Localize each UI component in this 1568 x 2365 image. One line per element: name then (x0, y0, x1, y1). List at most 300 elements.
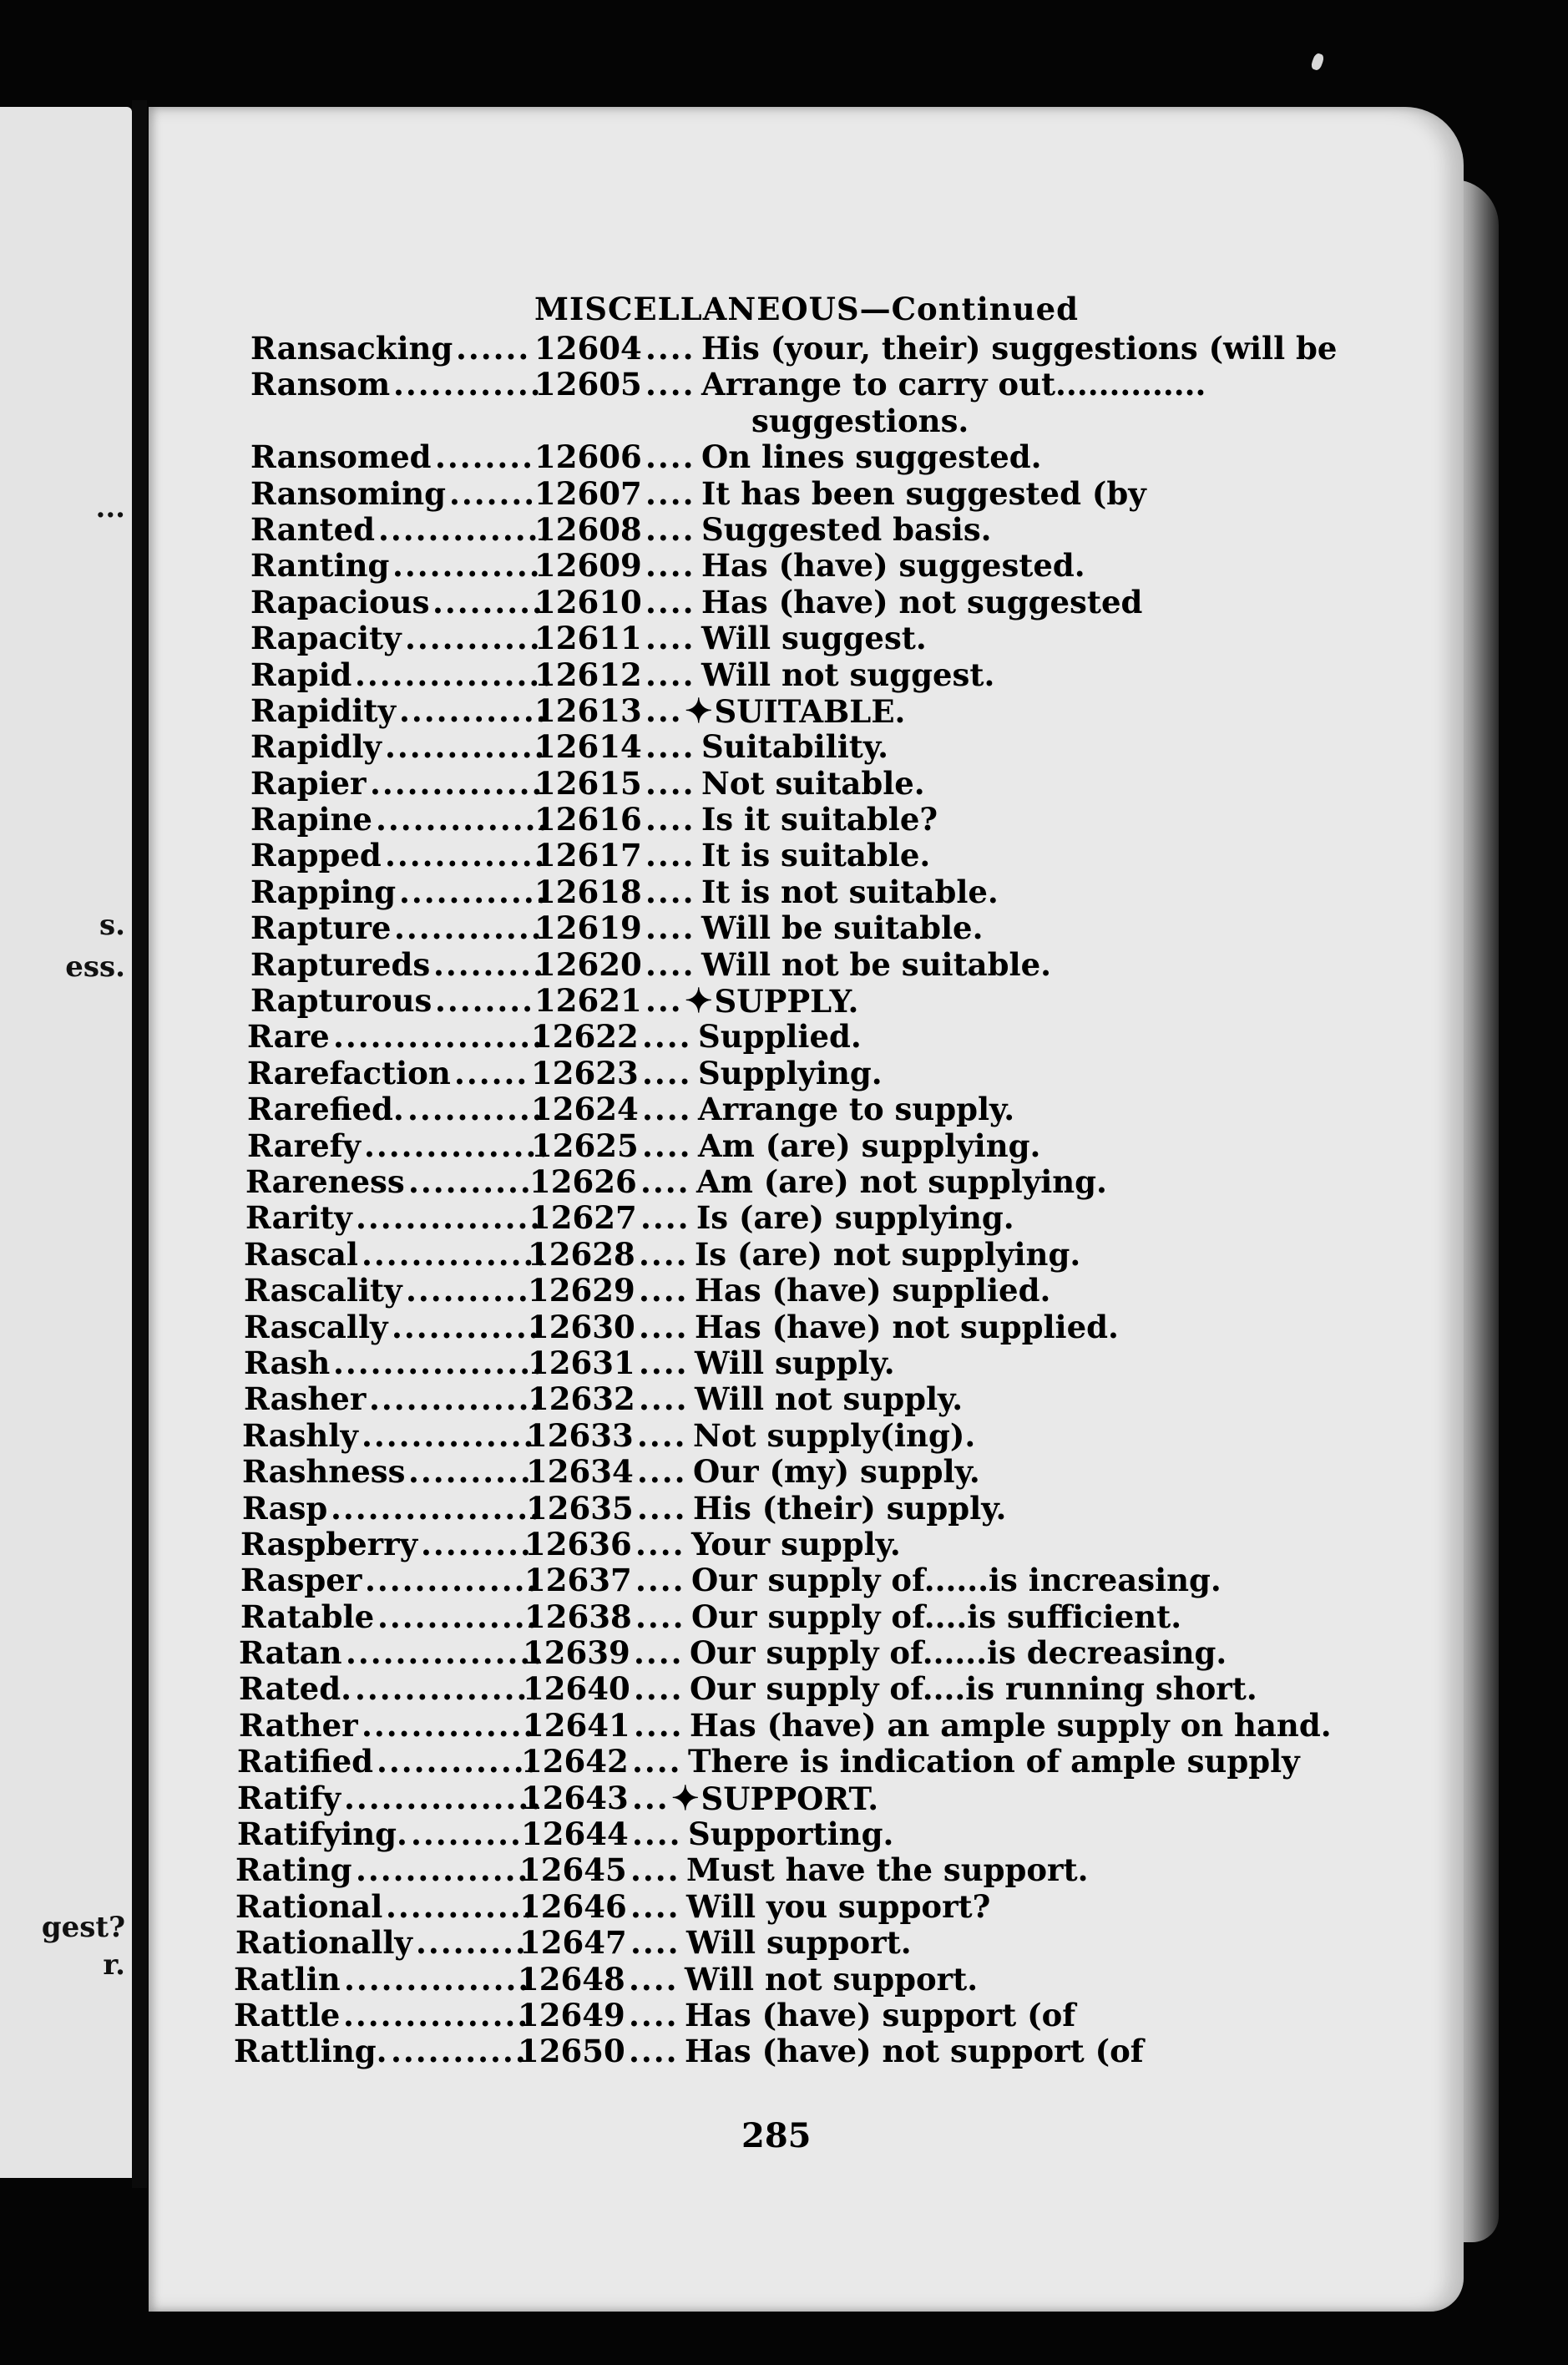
page-number: 285 (741, 2116, 812, 2155)
code-word: Ransom (250, 366, 391, 403)
code-entry (239, 1706, 1361, 1744)
code-entry (250, 620, 1361, 656)
dot-leader: .... (634, 1634, 684, 1672)
meaning-text: Supplying. (698, 1054, 883, 1091)
code-number: 12629 (528, 1272, 635, 1309)
code-meaning (691, 1562, 1222, 1598)
dot-leader: ....... (449, 474, 537, 512)
dot-leader: ............ (394, 909, 544, 947)
code-word: Rapacious (250, 583, 430, 620)
code-entry (247, 1018, 1361, 1056)
meaning-text: Has (have) supplied. (695, 1272, 1051, 1309)
code-meaning (701, 548, 1085, 584)
code-number: 12635 (526, 1489, 634, 1527)
code-meaning (691, 1527, 901, 1562)
code-entry (244, 1344, 1361, 1381)
code-word: Rapped (250, 837, 382, 874)
meaning-text: Has (have) support (of (685, 1996, 1076, 2033)
code-word: Rare (247, 1018, 330, 1056)
dot-leader: .... (645, 474, 695, 512)
meaning-text: Has (have) not support (of (685, 2033, 1144, 2070)
code-meaning (685, 983, 858, 1020)
code-number: 12607 (534, 474, 642, 512)
dot-leader: .... (645, 510, 695, 548)
dot-leader: .... (645, 366, 695, 403)
dot-leader: ...... (454, 1054, 529, 1091)
dust-speck (1310, 53, 1325, 72)
code-entry (250, 802, 1361, 838)
code-word: Rascal (244, 1235, 358, 1273)
code-meaning (701, 439, 1042, 475)
code-number: 12617 (534, 837, 642, 874)
star-icon: ✦ (671, 1778, 700, 1818)
dot-leader: .... (634, 1706, 684, 1744)
code-meaning (701, 476, 1146, 512)
dot-leader: .......... (408, 1162, 533, 1200)
dot-leader: ........ (435, 438, 535, 476)
code-entry (250, 693, 1361, 729)
code-entry (250, 585, 1361, 620)
code-number: 12637 (524, 1562, 632, 1599)
code-number: 12650 (518, 2033, 625, 2070)
code-word: Ransoming (250, 474, 446, 512)
code-number: 12638 (524, 1598, 632, 1635)
dot-leader: .... (632, 1816, 682, 1853)
star-icon: ✦ (685, 691, 713, 731)
code-word: Rationally (235, 1924, 412, 1962)
meaning-text: SUPPLY. (714, 983, 859, 1020)
code-word: Ratable (240, 1598, 375, 1635)
code-number: 12605 (534, 366, 642, 403)
dot-leader: ........... (391, 2033, 528, 2070)
code-word: Rascality (244, 1272, 402, 1309)
meaning-text: Is (are) supplying. (696, 1199, 1014, 1237)
dot-leader: .... (642, 1054, 692, 1091)
code-number: 12620 (534, 945, 642, 983)
code-entry (247, 1127, 1361, 1164)
code-word: Rapidly (250, 728, 382, 766)
code-entry (250, 766, 1361, 802)
code-entry (247, 1091, 1361, 1128)
code-number: 12608 (534, 510, 642, 548)
dot-leader: .... (645, 764, 695, 802)
code-word: Rarity (245, 1199, 352, 1237)
star-icon: ✦ (685, 981, 713, 1021)
dot-leader: ............. (377, 1743, 539, 1780)
code-entry (235, 1924, 1361, 1962)
code-meaning (695, 1273, 1050, 1309)
code-entry-list (234, 330, 1361, 2070)
meaning-text: Supporting. (688, 1816, 894, 1853)
dot-leader: .......... (408, 1453, 533, 1491)
dot-leader: .... (645, 873, 695, 910)
dot-leader: ................ (355, 656, 554, 693)
meaning-text: His (your, their) suggestions (will be (701, 330, 1338, 367)
code-number: 12647 (519, 1924, 627, 1962)
dot-leader: .............. (356, 1851, 530, 1889)
code-meaning (701, 512, 992, 548)
code-meaning (693, 1454, 980, 1490)
dot-leader: ............ (392, 1308, 541, 1345)
code-number: 12625 (531, 1127, 639, 1164)
code-number: 12628 (528, 1235, 635, 1273)
code-meaning (695, 1309, 1119, 1345)
meaning-text: Will you support? (686, 1887, 991, 1925)
code-number: 12649 (518, 1996, 625, 2033)
code-meaning (690, 1671, 1257, 1707)
dot-leader: ............ (392, 547, 542, 585)
code-meaning (686, 1925, 912, 1961)
code-meaning (695, 1381, 963, 1417)
code-word: Ransomed (250, 438, 432, 476)
dot-leader: .... (645, 547, 695, 585)
dot-leader: .... (635, 1562, 685, 1599)
dot-leader: ......... (421, 1525, 533, 1562)
code-word: Rarefied. (247, 1091, 404, 1128)
meaning-text: Your supply. (691, 1525, 901, 1562)
code-entry (234, 1960, 1361, 1998)
dot-leader: .... (642, 1127, 692, 1164)
code-word: Raspberry (240, 1525, 418, 1562)
dot-leader: ......... (432, 583, 544, 620)
dot-leader: .............. (370, 764, 544, 802)
dot-leader: .... (645, 583, 695, 620)
code-word: Ranting (250, 547, 390, 585)
dot-leader: .... (637, 1453, 687, 1491)
code-meaning (695, 1237, 1080, 1273)
meaning-text: It is not suitable. (701, 873, 999, 910)
code-word: Ratlin (234, 1960, 341, 1998)
code-meaning (691, 1599, 1181, 1635)
meaning-text: Am (are) not supplying. (696, 1162, 1107, 1200)
code-number: 12627 (529, 1199, 637, 1237)
code-number: 12634 (526, 1453, 634, 1491)
code-word: Ratify (237, 1779, 341, 1816)
code-number: 12606 (534, 438, 642, 476)
code-entry (245, 1162, 1361, 1200)
meaning-text: SUITABLE. (714, 692, 906, 730)
code-number: 12619 (534, 909, 642, 947)
code-meaning (685, 1998, 1075, 2033)
code-meaning (696, 1200, 1014, 1236)
code-entry (240, 1562, 1361, 1599)
dot-leader: ............. (385, 728, 547, 766)
meaning-text: Not supply(ing). (693, 1416, 976, 1454)
code-word: Rasher (244, 1380, 367, 1418)
meaning-text: Has (have) suggested. (701, 547, 1085, 585)
code-word: Ransacking (250, 330, 453, 367)
code-entry (242, 1416, 1361, 1454)
code-meaning (688, 1816, 893, 1852)
code-word: Rapid (250, 656, 352, 693)
dot-leader: .... (635, 1525, 685, 1562)
meaning-text: Has (have) not supplied. (695, 1308, 1119, 1345)
code-number: 12622 (531, 1018, 639, 1056)
meaning-text: Our supply of....is sufficient. (691, 1598, 1182, 1635)
code-number: 12630 (528, 1308, 635, 1345)
dot-leader: .......... (406, 1272, 530, 1309)
code-number: 12636 (524, 1525, 632, 1562)
meaning-text: Will be suitable. (701, 909, 984, 947)
code-meaning (695, 1345, 895, 1381)
code-entry (244, 1308, 1361, 1345)
code-meaning (693, 1491, 1006, 1527)
meaning-text: Am (are) supplying. (698, 1127, 1041, 1164)
code-meaning (701, 729, 888, 765)
meaning-text: SUPPORT. (701, 1780, 879, 1817)
code-entry (244, 1272, 1361, 1309)
dot-leader: .... (632, 1743, 682, 1780)
dot-leader: .... (637, 1416, 687, 1454)
code-entry (237, 1816, 1361, 1853)
left-fragment: gest? (41, 1911, 125, 1944)
code-number: 12624 (531, 1091, 639, 1128)
code-meaning (701, 331, 1337, 367)
code-meaning (685, 1962, 978, 1998)
dot-leader: ............. (385, 837, 547, 874)
dot-leader: .... (639, 1344, 689, 1381)
meaning-text: Will not support. (685, 1960, 979, 1998)
code-meaning (701, 910, 983, 946)
dot-leader: .... (640, 1162, 690, 1200)
code-meaning (701, 367, 1206, 403)
code-word: Rapturous (250, 982, 432, 1020)
code-meaning (701, 657, 994, 693)
code-entry (250, 367, 1361, 403)
code-meaning (685, 693, 905, 730)
code-number: 12604 (534, 330, 642, 367)
code-number: 12621 (534, 982, 642, 1020)
code-entry (237, 1778, 1361, 1818)
code-word: Rasp (242, 1489, 328, 1527)
dot-leader: ............. (377, 1598, 539, 1635)
code-entry (250, 874, 1361, 910)
code-number: 12648 (518, 1960, 625, 1998)
dot-leader: .... (645, 728, 695, 766)
dot-leader: .... (634, 1670, 684, 1708)
meaning-text: Supplied. (698, 1018, 862, 1056)
section-heading: MISCELLANEOUS—Continued (534, 291, 1079, 327)
code-number: 12613 (534, 691, 642, 729)
meaning-text: Our supply of......is decreasing. (690, 1634, 1227, 1672)
dot-leader: .... (640, 1199, 690, 1237)
code-meaning (690, 1635, 1227, 1671)
dot-leader: .... (639, 1272, 689, 1309)
code-meaning (688, 1744, 1300, 1780)
dot-leader: .............. (362, 1706, 536, 1744)
code-number: 12623 (531, 1054, 639, 1091)
meaning-text: His (their) supply. (693, 1489, 1007, 1527)
code-word: Ranted (250, 510, 375, 548)
left-fragment: ... (95, 491, 125, 524)
code-word: Rapier (250, 764, 367, 802)
dot-leader: ................. (333, 1344, 544, 1381)
meaning-text: Is (are) not supplying. (695, 1235, 1081, 1273)
dot-leader: ................. (331, 1489, 542, 1527)
code-entry (239, 1634, 1361, 1672)
dot-leader: .............. (369, 1380, 544, 1418)
code-number: 12631 (528, 1344, 635, 1381)
code-entry (250, 947, 1361, 983)
meaning-text: Will not be suitable. (701, 945, 1051, 983)
meaning-text: Suitability. (701, 728, 889, 766)
dot-leader: ... (645, 691, 683, 729)
dot-leader: ......... (433, 945, 545, 983)
dot-leader: .... (645, 656, 695, 693)
dot-leader: ......... (416, 1924, 528, 1962)
dot-leader: .... (645, 801, 695, 838)
code-word: Rather (239, 1706, 358, 1744)
code-word: Rapacity (250, 620, 402, 657)
code-number: 12640 (523, 1670, 630, 1708)
dot-leader: .... (630, 1887, 680, 1925)
code-meaning (686, 1889, 990, 1925)
code-entry (234, 2033, 1361, 2070)
code-number: 12616 (534, 801, 642, 838)
meaning-text: Our supply of......is increasing. (691, 1562, 1222, 1599)
code-number: 12618 (534, 873, 642, 910)
entry-continuation (250, 403, 1361, 439)
dot-leader: .... (642, 1091, 692, 1128)
code-word: Rashly (242, 1416, 358, 1454)
dot-leader: ... (632, 1779, 670, 1816)
meaning-text: On lines suggested. (701, 438, 1042, 476)
meaning-text: Will supply. (695, 1344, 895, 1381)
dot-leader: .... (645, 909, 695, 947)
dot-leader: ............ (386, 1887, 535, 1925)
code-word: Rapidity (250, 691, 397, 729)
code-entry (250, 331, 1361, 367)
meaning-text: Is it suitable? (701, 801, 938, 838)
dot-leader: .... (645, 438, 695, 476)
dot-leader: .............. (378, 510, 553, 548)
code-entry (240, 1525, 1361, 1562)
code-entry (234, 1996, 1361, 2033)
code-word: Rating (235, 1851, 352, 1889)
code-word: Rash (244, 1344, 331, 1381)
code-meaning (701, 947, 1051, 983)
dot-leader: .... (642, 1018, 692, 1056)
code-entry (240, 1598, 1361, 1635)
dot-leader: ........... (405, 620, 542, 657)
meaning-text: Will not supply. (695, 1380, 964, 1418)
code-meaning (698, 1128, 1040, 1164)
code-word: Ratifying. (237, 1816, 407, 1853)
dot-leader: .... (629, 1996, 679, 2033)
dot-leader: ........ (435, 982, 535, 1020)
code-meaning (671, 1780, 878, 1817)
code-meaning (701, 766, 925, 802)
dot-leader: .... (629, 2033, 679, 2070)
code-meaning (698, 1056, 883, 1091)
continuation-text: suggestions. (751, 402, 969, 439)
meaning-text: Suggested basis. (701, 510, 992, 548)
code-word: Rated. (239, 1670, 352, 1708)
code-meaning (701, 585, 1142, 620)
code-number: 12642 (521, 1743, 629, 1780)
code-word: Ratified (237, 1743, 374, 1780)
dot-leader: ............... (362, 1235, 549, 1273)
dot-leader: .... (645, 330, 695, 367)
dot-leader: ................ (346, 1634, 545, 1672)
meaning-text: Not suitable. (701, 764, 925, 802)
dot-leader: ............... (343, 1996, 530, 2033)
dot-leader: ................ (344, 1779, 544, 1816)
code-number: 12643 (521, 1779, 629, 1816)
left-fragment: r. (103, 1948, 125, 1982)
dot-leader: .... (637, 1489, 687, 1527)
code-word: Rational (235, 1887, 383, 1925)
dot-leader: .... (639, 1235, 689, 1273)
code-word: Rapping (250, 873, 397, 910)
dot-leader: .... (645, 945, 695, 983)
code-entry (235, 1887, 1361, 1925)
code-meaning (698, 1019, 862, 1055)
dot-leader: .... (645, 620, 695, 657)
code-number: 12639 (523, 1634, 630, 1672)
code-entry (242, 1453, 1361, 1491)
code-meaning (696, 1164, 1107, 1200)
dot-leader: ............... (344, 1960, 531, 1998)
code-entry (250, 512, 1361, 548)
code-word: Rapture (250, 909, 392, 947)
code-entry (239, 1670, 1361, 1708)
dot-leader: .... (645, 837, 695, 874)
dot-leader: ............ (393, 366, 543, 403)
meaning-text: Will support. (686, 1924, 912, 1962)
code-word: Rarefaction (247, 1054, 451, 1091)
code-word: Raptureds (250, 945, 431, 983)
left-facing-page (0, 107, 132, 2178)
dot-leader: .... (639, 1308, 689, 1345)
code-entry (250, 548, 1361, 584)
code-number: 12609 (534, 547, 642, 585)
meaning-text: There is indication of ample supply (688, 1743, 1300, 1780)
code-entry (237, 1743, 1361, 1780)
code-entry (250, 439, 1361, 475)
code-word: Rasper (240, 1562, 362, 1599)
dot-leader: ............... (355, 1670, 542, 1708)
meaning-text: Will not suggest. (701, 656, 995, 693)
meaning-text: Must have the support. (686, 1851, 1089, 1889)
dot-leader: ........... (407, 1091, 544, 1128)
meaning-text: Our supply of....is running short. (690, 1670, 1257, 1708)
code-word: Rarefy (247, 1127, 362, 1164)
dot-leader: .... (630, 1851, 680, 1889)
dot-leader: ................. (333, 1018, 544, 1056)
meaning-text: It is suitable. (701, 837, 931, 874)
code-entry (245, 1199, 1361, 1237)
code-number: 12644 (521, 1816, 629, 1853)
code-meaning (701, 838, 930, 874)
left-fragment: ess. (65, 950, 125, 984)
book-gutter (132, 100, 147, 2188)
dot-leader: ............ (399, 691, 549, 729)
dot-leader: ...... (456, 330, 531, 367)
code-entry (250, 983, 1361, 1019)
code-entry (242, 1489, 1361, 1527)
code-number: 12641 (523, 1706, 630, 1744)
dot-leader: .............. (362, 1416, 536, 1454)
code-word: Rashness (242, 1453, 406, 1491)
code-meaning (693, 1418, 975, 1454)
code-meaning (701, 620, 927, 656)
meaning-text: Will suggest. (701, 620, 927, 657)
dot-leader: .... (639, 1380, 689, 1418)
dot-leader: ............ (399, 873, 549, 910)
code-number: 12646 (519, 1887, 627, 1925)
code-entry (250, 838, 1361, 874)
